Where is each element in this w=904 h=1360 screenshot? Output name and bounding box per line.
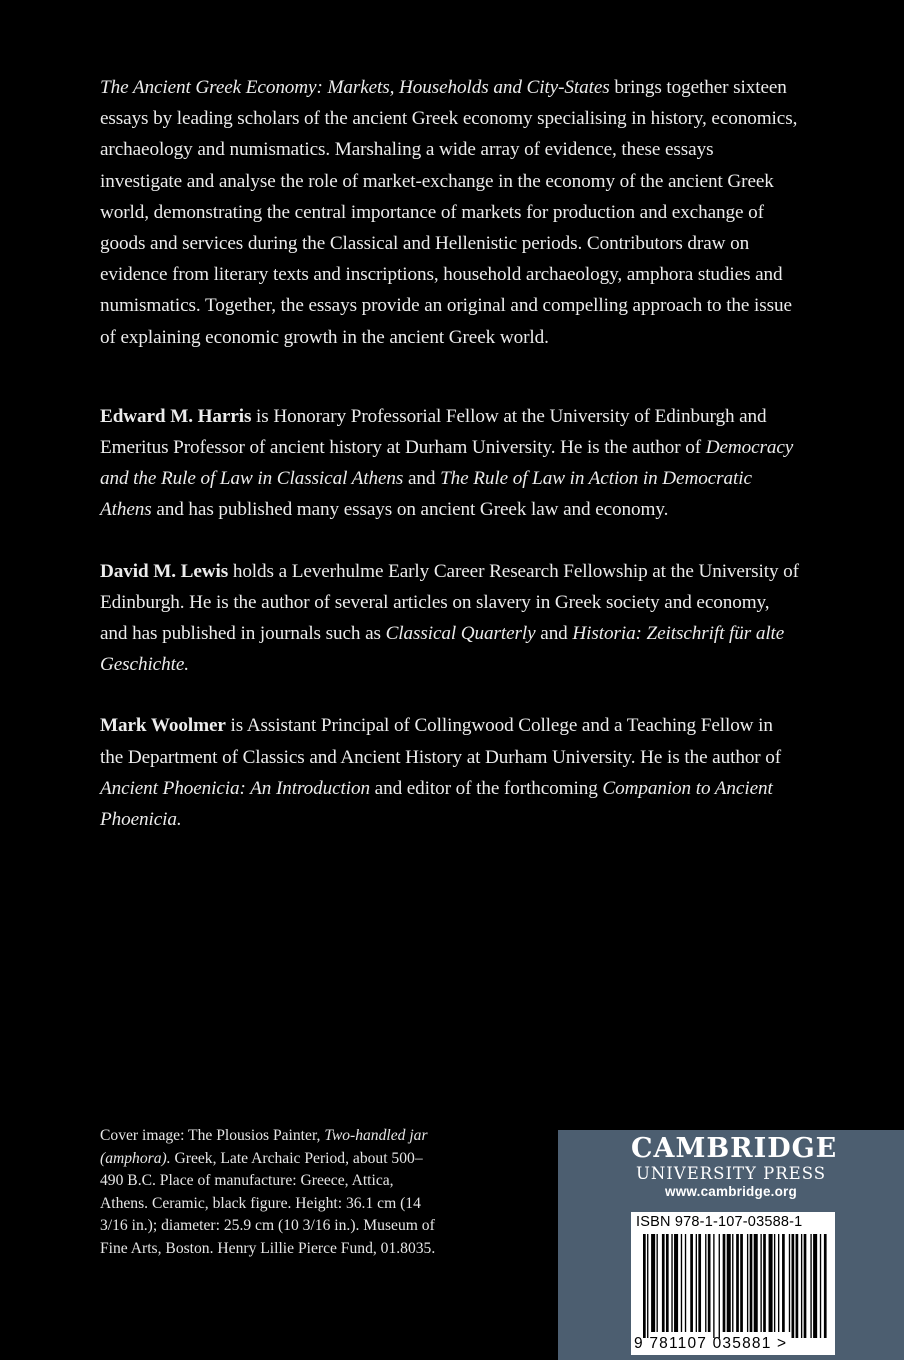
author-name: Mark Woolmer: [100, 715, 226, 737]
barcode-bar: [740, 1234, 743, 1332]
barcode-bar: [750, 1234, 753, 1332]
cover-image-credit: [100, 1125, 440, 1260]
barcode-bar: [789, 1234, 790, 1332]
barcode-bar: [810, 1234, 811, 1338]
bio-text: is Assistant Principal of Collingwood College and a Teaching Fellow in the Department of Classics and Ancient History at Durham University. He is the author of: [100, 715, 782, 768]
book-title: Ancient Phoenicia: An Introduction: [100, 777, 370, 799]
bio-text: and: [535, 623, 573, 645]
author-name: Edward M. Harris: [100, 405, 252, 427]
barcode-digits: 9 781107 035881 >: [634, 1335, 788, 1352]
barcode-bar: [662, 1234, 665, 1332]
artwork-title: Two-handled jar (amphora).: [100, 1127, 428, 1167]
barcode-bar: [747, 1234, 748, 1332]
barcode-bar: [804, 1234, 807, 1338]
author-bio-harris: [100, 401, 800, 526]
barcode-bar: [754, 1234, 758, 1332]
bio-text: holds a Leverhulme Early Career Research Fellowship at the University of Edinburgh. He is the author of several articles on slavery in Greek society and economy, and has published in journals such as: [100, 560, 799, 645]
bio-text: and editor of the forthcoming: [369, 777, 603, 799]
barcode-bar: [760, 1234, 761, 1332]
barcode-bar: [685, 1234, 686, 1332]
book-title: Companion to Ancient Phoenicia.: [100, 777, 773, 831]
author-bio-lewis: [100, 556, 800, 681]
barcode-bar: [782, 1234, 785, 1332]
publisher-subtitle: UNIVERSITY PRESS: [635, 1164, 827, 1183]
barcode-bar: [651, 1234, 655, 1332]
barcode-bar: [666, 1234, 669, 1332]
barcode-bar: [674, 1234, 678, 1332]
barcode-bar: [813, 1234, 817, 1338]
barcode-bar: [647, 1234, 648, 1338]
journal-title: Classical Quarterly: [385, 623, 536, 645]
barcode-bar: [696, 1234, 697, 1332]
barcode-bar: [713, 1234, 714, 1338]
barcode-bar: [778, 1234, 779, 1332]
author-name: David M. Lewis: [100, 560, 229, 582]
barcode-bar: [824, 1234, 827, 1338]
barcode-bar: [708, 1234, 711, 1332]
book-title: The Rule of Law in Action in Democratic Athens: [100, 468, 752, 521]
bio-text: is Honorary Professorial Fellow at the University of Edinburgh and Emeritus Professor of ancient history at Durham University. He is the author of: [100, 405, 767, 459]
barcode-bar: [690, 1234, 693, 1332]
book-title: Democracy and the Rule of Law in Classical Athens: [100, 437, 794, 490]
barcode-bar: [763, 1234, 766, 1332]
barcode-bar: [732, 1234, 733, 1332]
barcode-bar: [723, 1234, 726, 1332]
barcode-bar: [792, 1234, 795, 1338]
barcode-bar: [769, 1234, 773, 1332]
author-bio-woolmer: [100, 710, 800, 835]
barcode-bar: [796, 1234, 799, 1338]
barcode-bar: [719, 1234, 720, 1338]
bio-text: and has published many essays on ancient Greek law and economy.: [151, 499, 669, 521]
journal-title: Historia: Zeitschrift für alte Geschichte.: [100, 623, 785, 676]
bio-text: and: [403, 468, 441, 490]
credit-text: Cover image: The Plousios Painter,: [100, 1127, 325, 1144]
description-text: brings together sixteen essays by leading scholars of the ancient Greek economy specialising in history, economics, archaeology and numismatics. Marshaling a wide array of evidence, these essays investigate and analyse the role of market-exchange in the economy of the ancient Greek world, demonstrating the central importance of markets for production and exchange of goods and services during the Classical and Hellenistic periods. Contributors draw on evidence from literary texts and inscriptions, household archaeology, amphora studies and numismatics. Together, the essays provide an original and compelling approach to the issue of explaining economic growth in the ancient Greek world.: [100, 77, 798, 348]
barcode-bar: [801, 1234, 802, 1338]
barcode-bar: [820, 1234, 821, 1338]
publisher-logo: [631, 1133, 838, 1201]
barcode-bar: [727, 1234, 731, 1332]
barcode-bar: [657, 1234, 658, 1332]
publisher-url: www.cambridge.org: [665, 1184, 797, 1199]
barcode-bar: [736, 1234, 739, 1332]
back-cover-text: [100, 72, 800, 865]
publisher-panel: [558, 1130, 904, 1360]
barcode-bar: [774, 1234, 775, 1332]
isbn-barcode: [631, 1212, 835, 1355]
barcode-bar: [671, 1234, 672, 1332]
barcode-bar: [643, 1234, 646, 1338]
book-title: The Ancient Greek Economy: Markets, Households and City-States: [100, 77, 610, 98]
credit-text: Greek, Late Archaic Period, about 500–490 B.C. Place of manufacture: Greece, Attica, Athens. Ceramic, black figure. Height: 36.1 cm (14 3/16 in.); diameter: 25.9 cm (10 3/16 in.). Museum of Fine Arts, Boston. Henry Lillie Pierce Fund, 01.8035.: [100, 1149, 436, 1257]
barcode-bars: [631, 1212, 835, 1355]
publisher-name: CAMBRIDGE: [631, 1133, 838, 1164]
isbn-label: ISBN 978-1-107-03588-1: [636, 1214, 803, 1230]
barcode-bar: [705, 1234, 706, 1332]
barcode-bar: [681, 1234, 682, 1332]
barcode-bar: [698, 1234, 701, 1332]
book-description: [100, 72, 800, 353]
